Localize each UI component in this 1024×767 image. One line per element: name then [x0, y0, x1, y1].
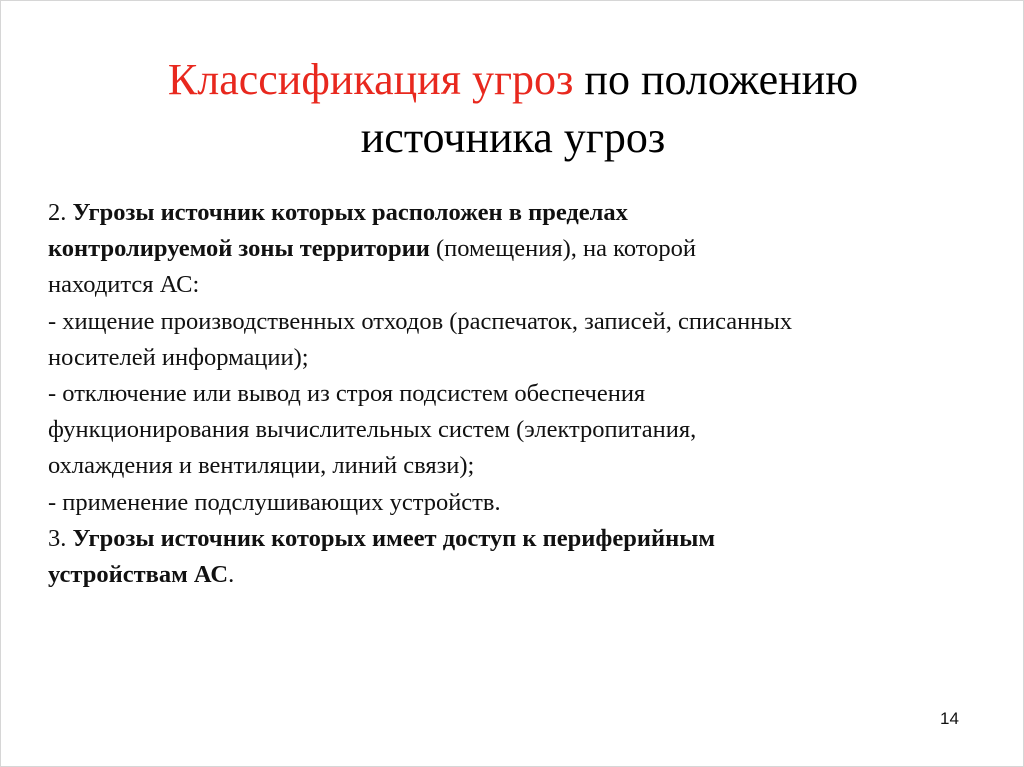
slide-title	[61, 51, 965, 167]
bullet-2-line-1: - отключение или вывод из строя подсистем обеспечения	[48, 380, 646, 408]
item-3-heading: Угрозы источник которых имеет доступ к периферийным	[72, 524, 716, 552]
item-3-number: 3.	[48, 524, 73, 552]
item-2-line-3: находится АС:	[48, 271, 200, 299]
title-line-1	[61, 51, 965, 109]
item-3-heading-rest: .	[228, 561, 235, 589]
bullet-3-line-1: - применение подслушивающих устройств.	[48, 488, 501, 516]
bullet-1-line-2: носителей информации);	[48, 343, 309, 371]
item-3-line-2	[48, 557, 1010, 593]
item-2-heading-cont: контролируемой зоны территории	[48, 235, 430, 263]
item-3-heading-cont: устройствам АС	[48, 561, 229, 589]
item-2-number: 2.	[48, 199, 73, 226]
slide-body	[48, 195, 1010, 593]
item-2-heading: Угрозы источник которых расположен в пределах	[72, 199, 628, 226]
item-2-heading-rest: (помещения), на которой	[429, 235, 696, 263]
bullet-1-line-1: - хищение производственных отходов (распечаток, записей, списанных	[48, 307, 793, 335]
item-2-line-1	[48, 195, 1010, 231]
title-line-2: источника угроз	[360, 113, 666, 162]
bullet-2-line-3: охлаждения и вентиляции, линий связи);	[48, 452, 475, 480]
page-number: 14	[940, 709, 959, 728]
item-2-line-2	[48, 231, 1010, 267]
title-highlight: Классификация угроз	[167, 55, 574, 104]
bullet-2-line-2: функционирования вычислительных систем (электропитания,	[48, 416, 697, 444]
item-3-line-1	[48, 521, 1010, 557]
title-text: по положению	[573, 55, 859, 104]
